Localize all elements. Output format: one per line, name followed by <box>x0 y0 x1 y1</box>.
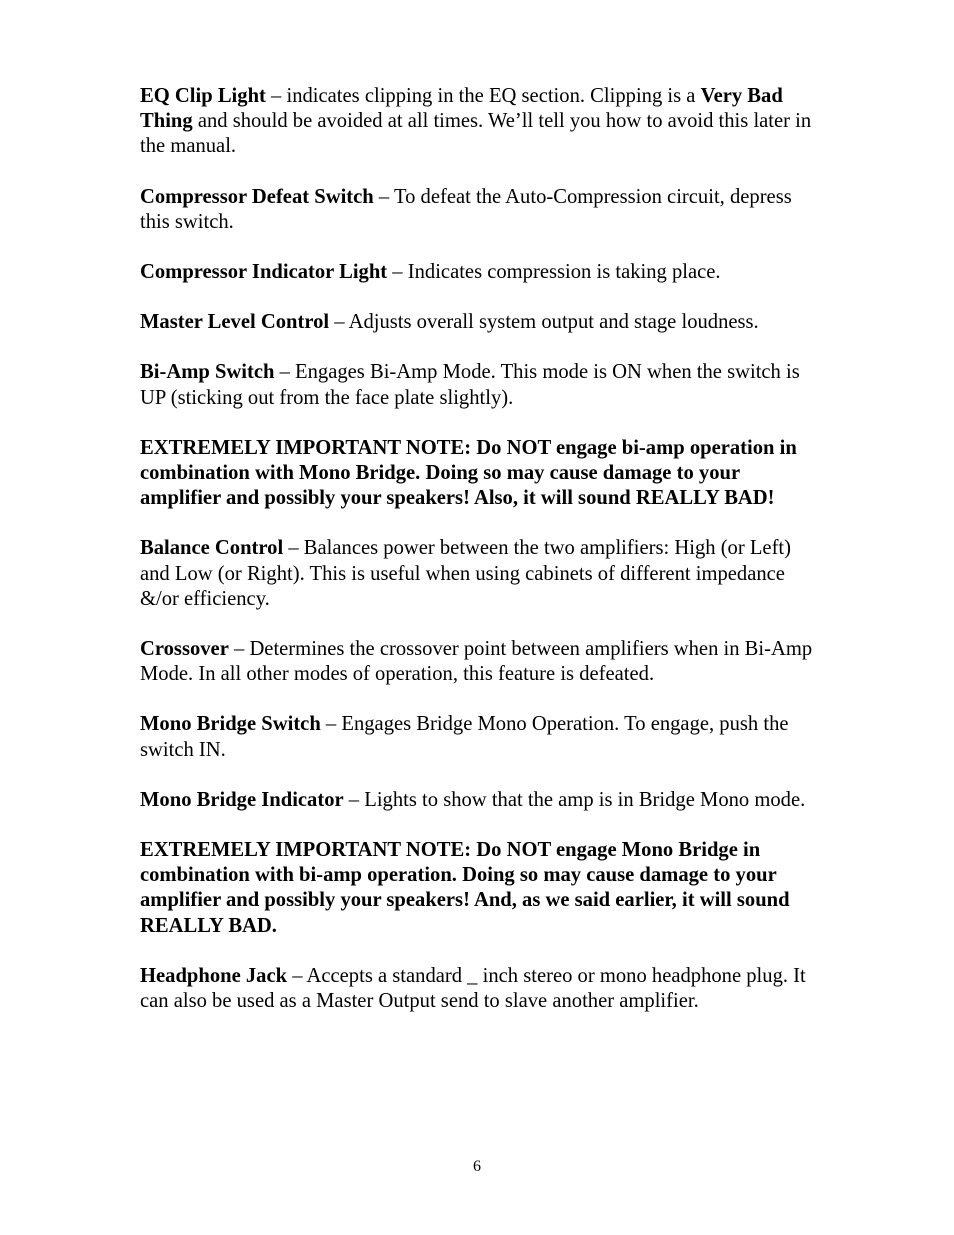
entry-description: – To defeat the Auto-Compression circuit, depress this switch. <box>140 185 792 233</box>
entry-balance-control <box>140 536 820 612</box>
entry-mono-bridge-switch <box>140 712 820 762</box>
entry-description: – indicates clipping in the EQ section. Clipping is a <box>265 85 701 107</box>
entry-term: Headphone Jack <box>140 964 288 987</box>
entry-term: EQ Clip Light <box>140 85 266 107</box>
entry-term: Mono Bridge Indicator <box>140 788 344 811</box>
entry-crossover <box>140 637 820 687</box>
entry-description: – Engages Bi-Amp Mode. This mode is ON when the switch is UP (sticking out from the face plate slightly). <box>140 361 800 409</box>
entry-term: Compressor Defeat Switch <box>140 185 374 208</box>
entry-term: Bi-Amp Switch <box>140 361 275 384</box>
entry-term: Balance Control <box>140 537 284 560</box>
entry-compressor-defeat-switch <box>140 185 820 235</box>
entry-term: Mono Bridge Switch <box>140 713 321 736</box>
entry-eq-clip-light <box>140 84 820 160</box>
entry-description-continued: and should be avoided at all times. We’ll tell you how to avoid this later in the manual. <box>140 110 812 158</box>
entry-mono-bridge-indicator <box>140 788 820 813</box>
entry-master-level-control <box>140 310 820 335</box>
entry-bi-amp-switch <box>140 360 820 410</box>
important-note-bi-amp: EXTREMELY IMPORTANT NOTE: Do NOT engage bi-amp operation in combination with Mono Bridge. Doing so may cause damage to your amplifier and possibly your speakers! Also, it will sound REALLY BAD! <box>140 436 797 510</box>
entry-term: Crossover <box>140 638 229 661</box>
entry-term: Master Level Control <box>140 311 330 334</box>
entry-compressor-indicator-light <box>140 260 820 285</box>
page-number: 6 <box>473 1158 481 1175</box>
entry-description: – Indicates compression is taking place. <box>387 261 721 284</box>
entry-description: – Accepts a standard _ inch stereo or mono headphone plug. It can also be used as a Master Output send to slave another amplifier. <box>140 964 806 1013</box>
entry-description: – Engages Bridge Mono Operation. To engage, push the switch IN. <box>140 713 789 761</box>
emphasis-text: Very Bad Thing <box>140 85 783 133</box>
manual-page-body <box>140 84 820 1039</box>
entry-term: Compressor Indicator Light <box>140 261 388 284</box>
entry-description: – Balances power between the two amplifiers: High (or Left) and Low (or Right). This is useful when using cabinets of different impedance &/or efficiency. <box>140 537 792 610</box>
entry-description: – Determines the crossover point between amplifiers when in Bi-Amp Mode. In all other modes of operation, this feature is defeated. <box>140 638 813 686</box>
entry-description: – Lights to show that the amp is in Bridge Mono mode. <box>343 788 806 811</box>
entry-description: – Adjusts overall system output and stage loudness. <box>329 311 759 334</box>
important-note-mono-bridge: EXTREMELY IMPORTANT NOTE: Do NOT engage Mono Bridge in combination with bi-amp operation. Doing so may cause damage to your amplifier and possibly your speakers! And, as we said earlier, it will sound REALLY BAD. <box>140 839 790 937</box>
entry-headphone-jack <box>140 964 820 1014</box>
